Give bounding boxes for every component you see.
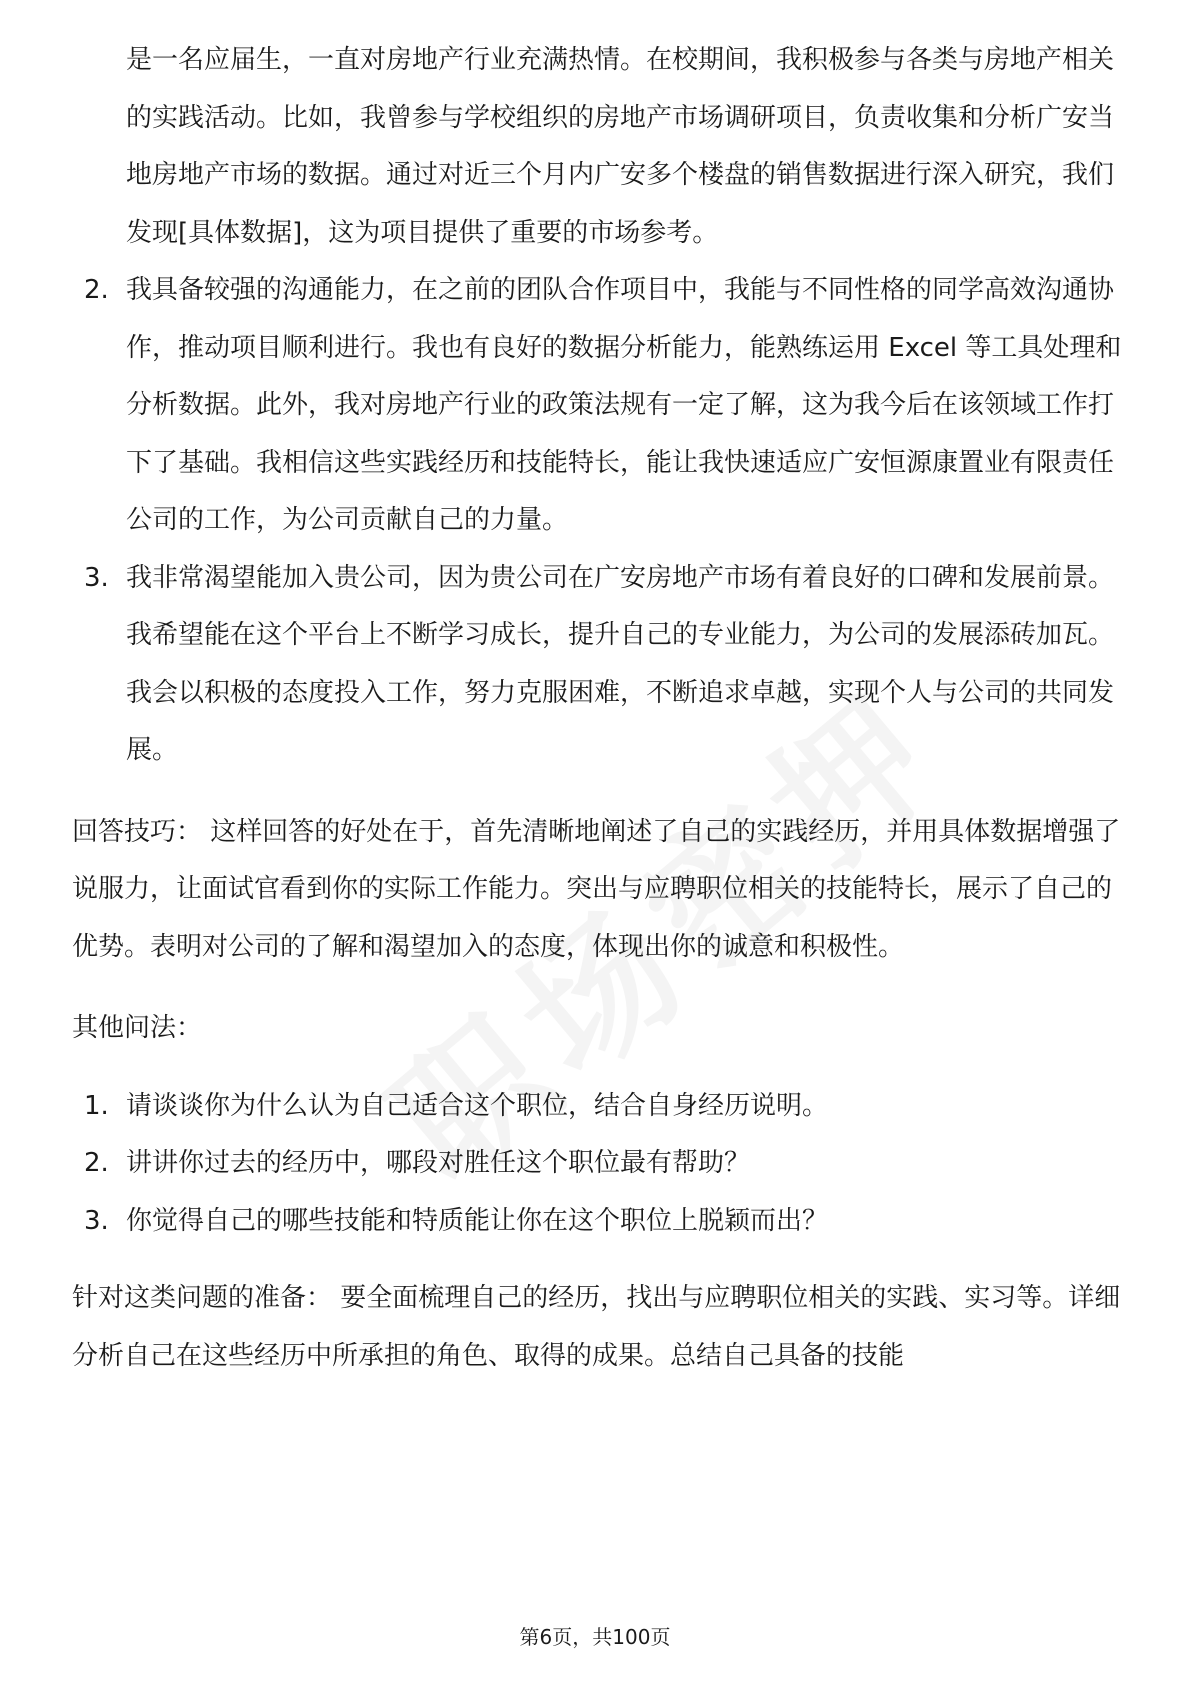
answer-list (72, 32, 1122, 780)
answer-tips-paragraph: 回答技巧： 这样回答的好处在于，首先清晰地阐述了自己的实践经历，并用具体数据增强了说服力，让面试官看到你的实际工作能力。突出与应聘职位相关的技能特长，展示了自己的优势。表明对公司的了解和渴望加入的态度，体现出你的诚意和积极性。 (72, 816, 1121, 962)
list-item-number: 1. (84, 1090, 109, 1121)
list-item-text: 请谈谈你为什么认为自己适合这个职位，结合自身经历说明。 (126, 1090, 829, 1121)
other-questions-list (72, 1078, 1122, 1251)
list-item-number: 3. (84, 562, 109, 593)
list-item-continued (72, 32, 1122, 262)
list-item-text: 我非常渴望能加入贵公司，因为贵公司在广安房地产市场有着良好的口碑和发展前景。我希望能在这个平台上不断学习成长，提升自己的专业能力，为公司的发展添砖加瓦。我会以积极的态度投入工作，努力克服困难，不断追求卓越，实现个人与公司的共同发展。 (126, 562, 1115, 765)
list-item (72, 1193, 1122, 1251)
list-item-text: 是一名应届生，一直对房地产行业充满热情。在校期间，我积极参与各类与房地产相关的实践活动。比如，我曾参与学校组织的房地产市场调研项目，负责收集和分析广安当地房地产市场的数据。通过对近三个月内广安多个楼盘的销售数据进行深入研究，我们发现[具体数据]，这为项目提供了重要的市场参考。 (126, 45, 1115, 248)
list-item (72, 1078, 1122, 1136)
page-content (72, 32, 1122, 1385)
list-item-number: 2. (84, 275, 109, 305)
list-item (72, 550, 1122, 780)
other-questions-heading: 其他问法： (72, 1013, 203, 1043)
list-item-number: 2. (84, 1148, 109, 1178)
list-item (72, 1135, 1122, 1193)
list-item-text: 你觉得自己的哪些技能和特质能让你在这个职位上脱颖而出？ (126, 1205, 829, 1236)
list-item-number: 3. (84, 1205, 109, 1236)
list-item (72, 262, 1122, 550)
page-number-footer: 第6页，共100页 (519, 1625, 671, 1649)
list-item-text: 我具备较强的沟通能力，在之前的团队合作项目中，我能与不同性格的同学高效沟通协作，推动项目顺利进行。我也有良好的数据分析能力，能熟练运用 Excel 等工具处理和分析数据。此外，我对房地产行业的政策法规有一定了解，这为我今后在该领域工作打下了基础。我相信这些实践经历和技能特长，能让我快速适应广安恒源康置业有限责任公司的工作，为公司贡献自己的力量。 (126, 275, 1122, 535)
list-item-text: 讲讲你过去的经历中，哪段对胜任这个职位最有帮助？ (126, 1148, 751, 1178)
preparation-paragraph: 针对这类问题的准备： 要全面梳理自己的经历，找出与应聘职位相关的实践、实习等。详细分析自己在这些经历中所承担的角色、取得的成果。总结自己具备的技能 (72, 1283, 1121, 1371)
